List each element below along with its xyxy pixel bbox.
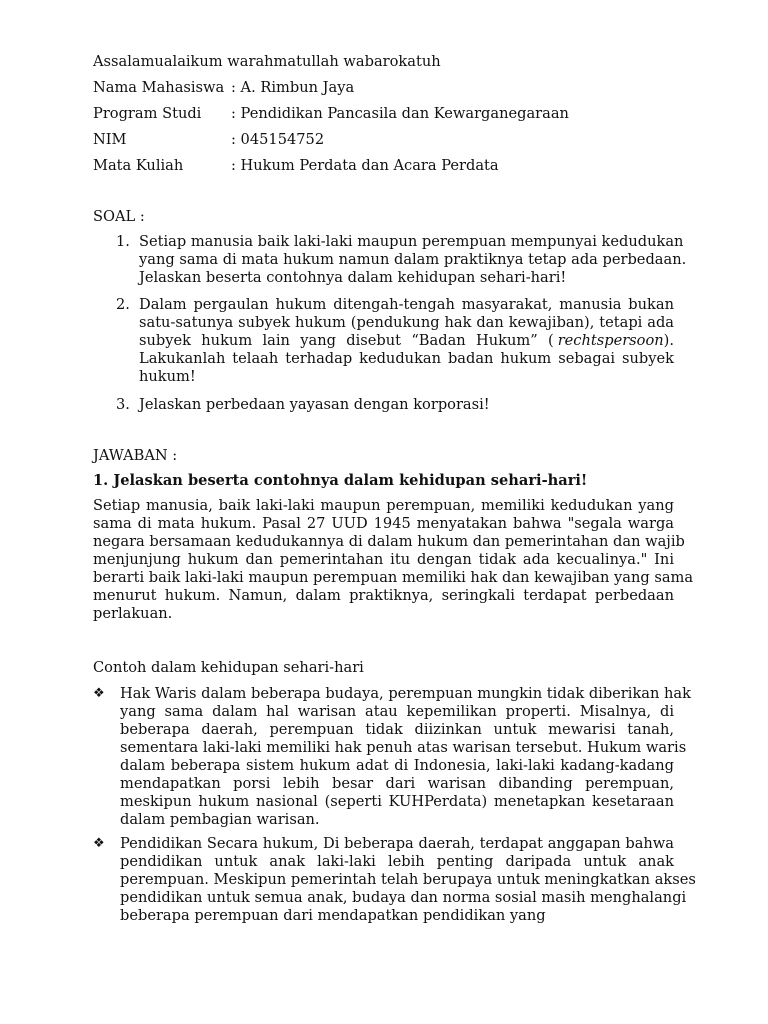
- paragraph-line: Setiap manusia, baik laki-laki maupun perempuan, memiliki kedudukan yang: [93, 497, 674, 514]
- bullet-line: Pendidikan Secara hukum, Di beberapa daerah, terdapat anggapan bahwa: [120, 835, 674, 852]
- question-line: Dalam pergaulan hukum ditengah-tengah masyarakat, manusia bukan: [139, 296, 674, 313]
- answer-subheading: 1. Jelaskan beserta contohnya dalam kehidupan sehari-hari!: [93, 472, 588, 489]
- bullet-line: dalam pembagian warisan.: [120, 811, 320, 828]
- bullet-line: yang sama dalam hal warisan atau kepemilikan properti. Misalnya, di: [120, 703, 674, 720]
- examples-heading: Contoh dalam kehidupan sehari-hari: [93, 659, 364, 676]
- greeting: Assalamualaikum warahmatullah wabarokatuh: [93, 53, 441, 70]
- question-line: satu-satunya subyek hukum (pendukung hak dan kewajiban), tetapi ada: [139, 314, 674, 331]
- info-value-name: : A. Rimbun Jaya: [231, 79, 355, 96]
- info-value-program: : Pendidikan Pancasila dan Kewarganegaraan: [231, 105, 569, 122]
- bullet-line: beberapa perempuan dari mendapatkan pendidikan yang: [120, 907, 546, 924]
- soal-heading: SOAL :: [93, 208, 145, 225]
- bullet-line: perempuan. Meskipun pemerintah telah berupaya untuk meningkatkan akses: [120, 871, 696, 888]
- bullet-line: meskipun hukum nasional (seperti KUHPerdata) menetapkan kesetaraan: [120, 793, 674, 810]
- bullet-line: Hak Waris dalam beberapa budaya, perempuan mungkin tidak diberikan hak: [120, 685, 691, 702]
- info-label-name: Nama Mahasiswa: [93, 79, 225, 96]
- bullet-line: dalam beberapa sistem hukum adat di Indonesia, laki-laki kadang-kadang: [120, 757, 674, 774]
- question-number: 3.: [116, 396, 130, 413]
- bullet-line: mendapatkan porsi lebih besar dari warisan dibanding perempuan,: [120, 775, 674, 792]
- paragraph-line: perlakuan.: [93, 605, 173, 622]
- question-line: hukum!: [139, 368, 196, 385]
- info-value-course: : Hukum Perdata dan Acara Perdata: [231, 157, 499, 174]
- paragraph-line: berarti baik laki-laki maupun perempuan memiliki hak dan kewajiban yang sama: [93, 569, 694, 586]
- info-label-nim: NIM: [93, 131, 127, 148]
- bullet-line: beberapa daerah, perempuan tidak diizinkan untuk mewarisi tanah,: [120, 721, 674, 738]
- paragraph-line: menjunjung hukum dan pemerintahan itu dengan tidak ada kecualinya." Ini: [93, 551, 674, 568]
- question-number: 2.: [116, 296, 130, 313]
- question-text: subyek hukum lain yang disebut “Badan Hukum” (: [139, 332, 554, 349]
- question-line: Setiap manusia baik laki-laki maupun perempuan mempunyai kedudukan: [139, 233, 684, 250]
- question-line: Jelaskan beserta contohnya dalam kehidupan sehari-hari!: [139, 269, 567, 286]
- info-label-program: Program Studi: [93, 105, 202, 122]
- question-line: yang sama di mata hukum namun dalam praktiknya tetap ada perbedaan.: [139, 251, 687, 268]
- question-term-italic: rechtspersoon: [557, 332, 664, 349]
- question-number: 1.: [116, 233, 130, 250]
- info-label-course: Mata Kuliah: [93, 157, 184, 174]
- question-line: Lakukanlah telaah terhadap kedudukan badan hukum sebagai subyek: [139, 350, 674, 367]
- question-line: Jelaskan perbedaan yayasan dengan korporasi!: [139, 396, 490, 413]
- question-text: ).: [663, 332, 674, 349]
- paragraph-line: menurut hukum. Namun, dalam praktiknya, seringkali terdapat perbedaan: [93, 587, 674, 604]
- diamond-bullet-icon: ❖: [93, 686, 105, 701]
- jawaban-heading: JAWABAN :: [93, 447, 178, 464]
- bullet-line: pendidikan untuk anak laki-laki lebih penting daripada untuk anak: [120, 853, 674, 870]
- paragraph-line: negara bersamaan kedudukannya di dalam hukum dan pemerintahan dan wajib: [93, 533, 685, 550]
- paragraph-line: sama di mata hukum. Pasal 27 UUD 1945 menyatakan bahwa "segala warga: [93, 515, 674, 532]
- diamond-bullet-icon: ❖: [93, 836, 105, 851]
- bullet-line: pendidikan untuk semua anak, budaya dan norma sosial masih menghalangi: [120, 889, 687, 906]
- question-line: [139, 331, 674, 350]
- bullet-line: sementara laki-laki memiliki hak penuh atas warisan tersebut. Hukum waris: [120, 739, 687, 756]
- info-value-nim: : 045154752: [231, 131, 325, 148]
